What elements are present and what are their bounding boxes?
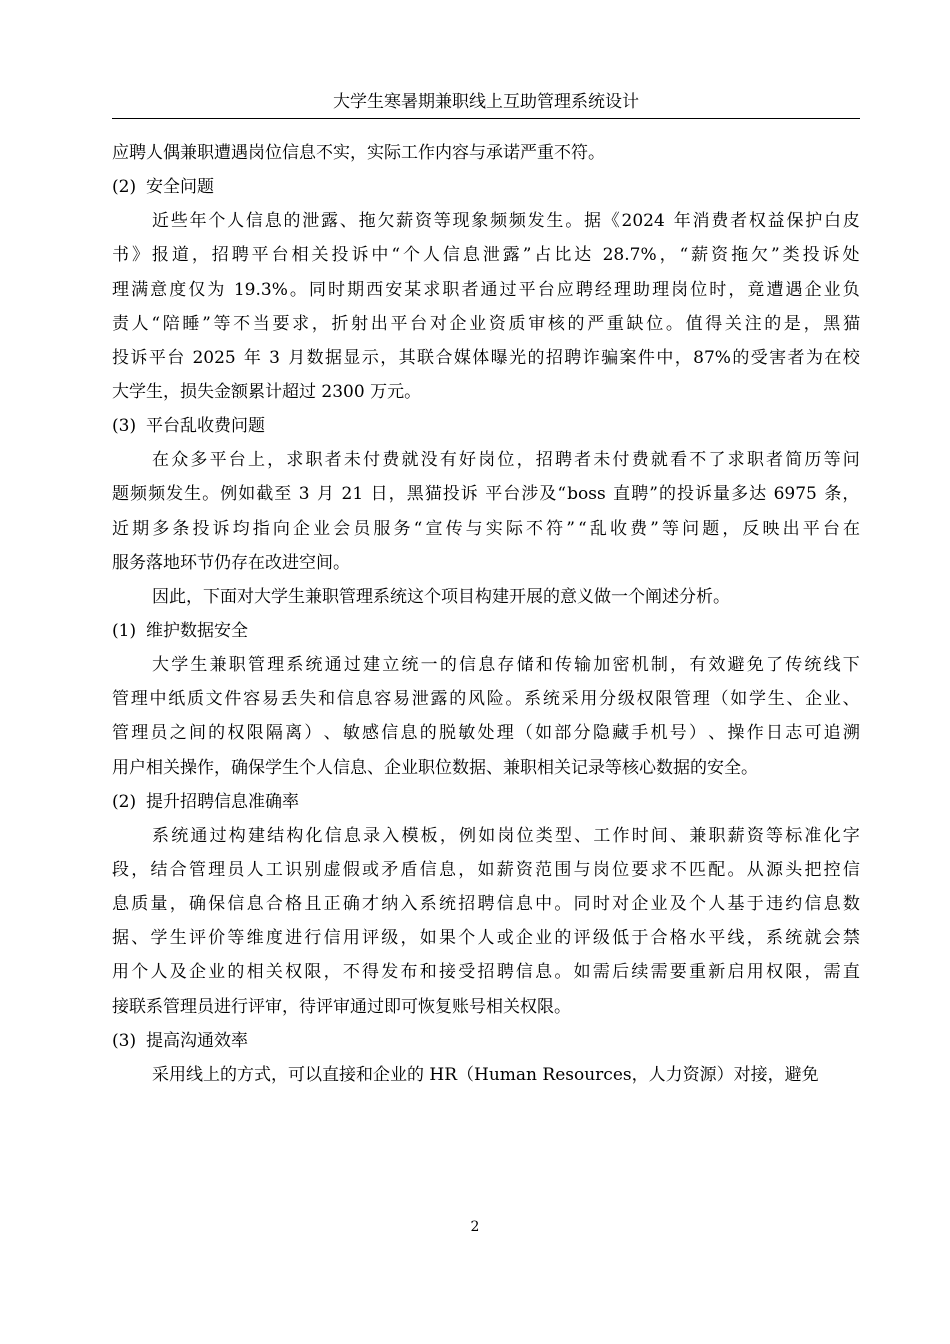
text-line: 管 理 员 之 间 的 权 限 隔 离 ） 、 敏 感 信 息 的 脱 敏 处 理 （ 如 部 分 隐 藏 手 机 号 ） 、 操 作 日 志 可 追 溯 — [112, 723, 860, 744]
section-heading — [112, 170, 860, 204]
section-number: (1) — [112, 620, 137, 641]
page-number: 2 — [470, 1219, 480, 1235]
text-line: 投 诉 平 台 2025 年 3 月 数 据 显 示 ， 其 联 合 媒 体 曝 光 的 招 聘 诈 骗 案 件 中 ， 87% 的 受 害 者 为 在 校 — [112, 347, 860, 368]
text-line: 题 频 频 发 生 。 例 如 截 至 3 月 21 日 ， 黑 猫 投 诉 平 台 涉 及 “ boss 直 聘 ” 的 投 诉 量 多 达 6975 条 ， — [112, 484, 860, 505]
section-title: 维护数据安全 — [146, 620, 248, 641]
text-line: 在 众 多 平 台 上 ， 求 职 者 未 付 费 就 没 有 好 岗 位 ， 招 聘 者 未 付 费 就 看 不 了 求 职 者 简 历 等 问 — [152, 450, 860, 471]
text-line: 大学生，损失金额累计超过 2300 万元。 — [112, 381, 422, 402]
text-line: 服务落地环节仍存在改进空间。 — [112, 552, 350, 573]
section-title: 安全问题 — [146, 177, 214, 198]
text-line: 采用线上的方式，可以直接和企业的 HR（Human Resources，人力资源）对接，避免 — [152, 1064, 819, 1085]
text-line: 责 人 “ 陪 睡 ” 等 不 当 要 求 ， 折 射 出 平 台 对 企 业 资 质 审 核 的 严 重 缺 位 。 值 得 关 注 的 是 ， 黑 猫 — [112, 313, 860, 334]
section-title: 平台乱收费问题 — [146, 416, 265, 437]
text-line: 段 ， 结 合 管 理 员 人 工 识 别 虚 假 或 矛 盾 信 息 ， 如 薪 资 范 围 与 岗 位 要 求 不 匹 配 。 从 源 头 把 控 信 — [112, 859, 860, 880]
text-line: 息 质 量 ， 确 保 信 息 合 格 且 正 确 才 纳 入 系 统 招 聘 信 息 中 。 同 时 对 企 业 及 个 人 基 于 违 约 信 息 数 — [112, 894, 860, 915]
section-number: (2) — [112, 791, 137, 812]
paragraph — [112, 443, 860, 580]
section-number: (2) — [112, 177, 137, 198]
section-heading — [112, 785, 860, 819]
paragraph-continuation — [112, 136, 860, 170]
text-line: 用 个 人 及 企 业 的 相 关 权 限 ， 不 得 发 布 和 接 受 招 聘 信 息 。 如 需 后 续 需 要 重 新 启 用 权 限 ， 需 直 — [112, 962, 860, 983]
paragraph — [112, 1058, 860, 1092]
section-heading — [112, 1024, 860, 1058]
text-line: 近 些 年 个 人 信 息 的 泄 露 、 拖 欠 薪 资 等 现 象 频 频 发 生 。 据 《 2024 年 消 费 者 权 益 保 护 白 皮 — [152, 211, 860, 232]
text-line: 接联系管理员进行评审，待评审通过即可恢复账号相关权限。 — [112, 996, 571, 1017]
text-line: 应聘人偶兼职遭遇岗位信息不实，实际工作内容与承诺严重不符。 — [112, 143, 605, 163]
paragraph — [112, 204, 860, 409]
running-header: 大学生寒暑期兼职线上互助管理系统设计 — [333, 92, 639, 112]
section-heading — [112, 614, 860, 648]
text-line: 用户相关操作，确保学生个人信息、企业职位数据、兼职相关记录等核心数据的安全。 — [112, 757, 758, 778]
text-line: 近 期 多 条 投 诉 均 指 向 企 业 会 员 服 务 “ 宣 传 与 实 际 不 符 ” “ 乱 收 费 ” 等 问 题 ， 反 映 出 平 台 在 — [112, 518, 860, 539]
header-rule — [112, 118, 860, 119]
section-heading — [112, 409, 860, 443]
text-line: 系 统 通 过 构 建 结 构 化 信 息 录 入 模 板 ， 例 如 岗 位 类 型 、 工 作 时 间 、 兼 职 薪 资 等 标 准 化 字 — [152, 825, 860, 846]
document-body — [112, 136, 860, 1092]
text-line: 书 》 报 道 ， 招 聘 平 台 相 关 投 诉 中 “ 个 人 信 息 泄 露 ” 占 比 达 28.7% ， “ 薪 资 拖 欠 ” 类 投 诉 处 — [112, 245, 860, 266]
section-number: (3) — [112, 416, 137, 437]
text-line: 大 学 生 兼 职 管 理 系 统 通 过 建 立 统 一 的 信 息 存 储 和 传 输 加 密 机 制 ， 有 效 避 免 了 传 统 线 下 — [152, 655, 860, 676]
section-title: 提高沟通效率 — [146, 1030, 248, 1051]
paragraph — [112, 580, 860, 614]
paragraph — [112, 819, 860, 1024]
text-line: 理 满 意 度 仅 为 19.3% 。 同 时 期 西 安 某 求 职 者 通 过 平 台 应 聘 经 理 助 理 岗 位 时 ， 竟 遭 遇 企 业 负 — [112, 279, 860, 300]
text-line: 因此，下面对大学生兼职管理系统这个项目构建开展的意义做一个阐述分析。 — [152, 586, 730, 607]
text-line: 管 理 中 纸 质 文 件 容 易 丢 失 和 信 息 容 易 泄 露 的 风 险 。 系 统 采 用 分 级 权 限 管 理 （ 如 学 生 、 企 业 、 — [112, 689, 860, 710]
text-line: 据 、 学 生 评 价 等 维 度 进 行 信 用 评 级 ， 如 果 个 人 或 企 业 的 评 级 低 于 合 格 水 平 线 ， 系 统 就 会 禁 — [112, 928, 860, 949]
paragraph — [112, 648, 860, 785]
section-title: 提升招聘信息准确率 — [146, 791, 299, 812]
section-number: (3) — [112, 1030, 137, 1051]
